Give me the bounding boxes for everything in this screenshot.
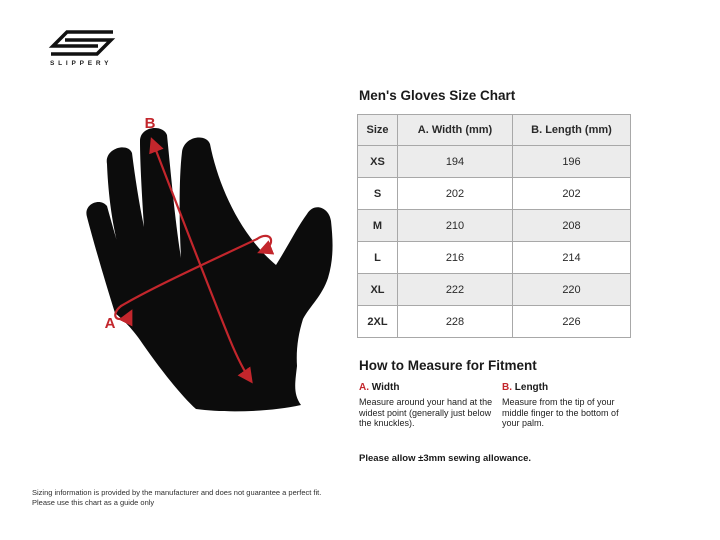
measure-length-item — [502, 382, 635, 429]
label-a: A — [104, 315, 116, 332]
measure-length-key: B. — [502, 382, 512, 393]
width-value: 202 — [398, 178, 513, 210]
width-value: 194 — [398, 146, 513, 178]
size-value: XL — [358, 274, 398, 306]
sewing-allowance-note: Please allow ±3mm sewing allowance. — [359, 452, 532, 464]
width-value: 216 — [398, 242, 513, 274]
size-chart-title: Men's Gloves Size Chart — [359, 88, 516, 103]
col-header-length: B. Length (mm) — [513, 115, 631, 146]
length-value: 196 — [513, 146, 631, 178]
table-row — [358, 274, 631, 306]
width-value: 222 — [398, 274, 513, 306]
size-value: S — [358, 178, 398, 210]
width-value: 210 — [398, 210, 513, 242]
measure-width-description: Measure around your hand at the widest point (generally just below the knuckles). — [359, 397, 493, 428]
measure-guide-columns — [359, 382, 635, 429]
table-row — [358, 306, 631, 338]
length-value: 208 — [513, 210, 631, 242]
length-value: 214 — [513, 242, 631, 274]
brand-name: SLIPPERY — [50, 60, 113, 67]
brand-logo — [48, 30, 128, 67]
measure-width-item — [359, 382, 502, 429]
measure-width-key: A. — [359, 382, 369, 393]
table-row — [358, 210, 631, 242]
label-b: B — [144, 115, 156, 132]
table-row — [358, 146, 631, 178]
hand-diagram-svg — [60, 100, 350, 430]
size-value: XS — [358, 146, 398, 178]
measure-length-description: Measure from the tip of your middle finger to the bottom of your palm. — [502, 397, 619, 428]
glove-silhouette — [86, 128, 332, 411]
disclaimer-footer — [32, 488, 321, 508]
size-value: L — [358, 242, 398, 274]
length-value: 220 — [513, 274, 631, 306]
measure-width-name: Width — [371, 382, 400, 393]
length-value: 202 — [513, 178, 631, 210]
size-table — [357, 114, 631, 338]
slippery-s-logo-icon — [48, 30, 116, 56]
disclaimer-line-1: Sizing information is provided by the manufacturer and does not guarantee a perfect fit. — [32, 488, 322, 497]
size-table-header-row — [358, 115, 631, 146]
length-value: 226 — [513, 306, 631, 338]
measure-length-label — [502, 382, 635, 393]
col-header-width: A. Width (mm) — [398, 115, 513, 146]
table-row — [358, 178, 631, 210]
width-value: 228 — [398, 306, 513, 338]
size-value: M — [358, 210, 398, 242]
size-chart-panel — [357, 88, 635, 464]
col-header-size: Size — [358, 115, 398, 146]
hand-measurement-diagram — [60, 100, 350, 430]
table-row — [358, 242, 631, 274]
size-value: 2XL — [358, 306, 398, 338]
measure-length-name: Length — [514, 382, 549, 393]
disclaimer-line-2: Please use this chart as a guide only — [32, 498, 155, 507]
measure-guide-title: How to Measure for Fitment — [359, 358, 537, 373]
measure-width-label — [359, 382, 502, 393]
